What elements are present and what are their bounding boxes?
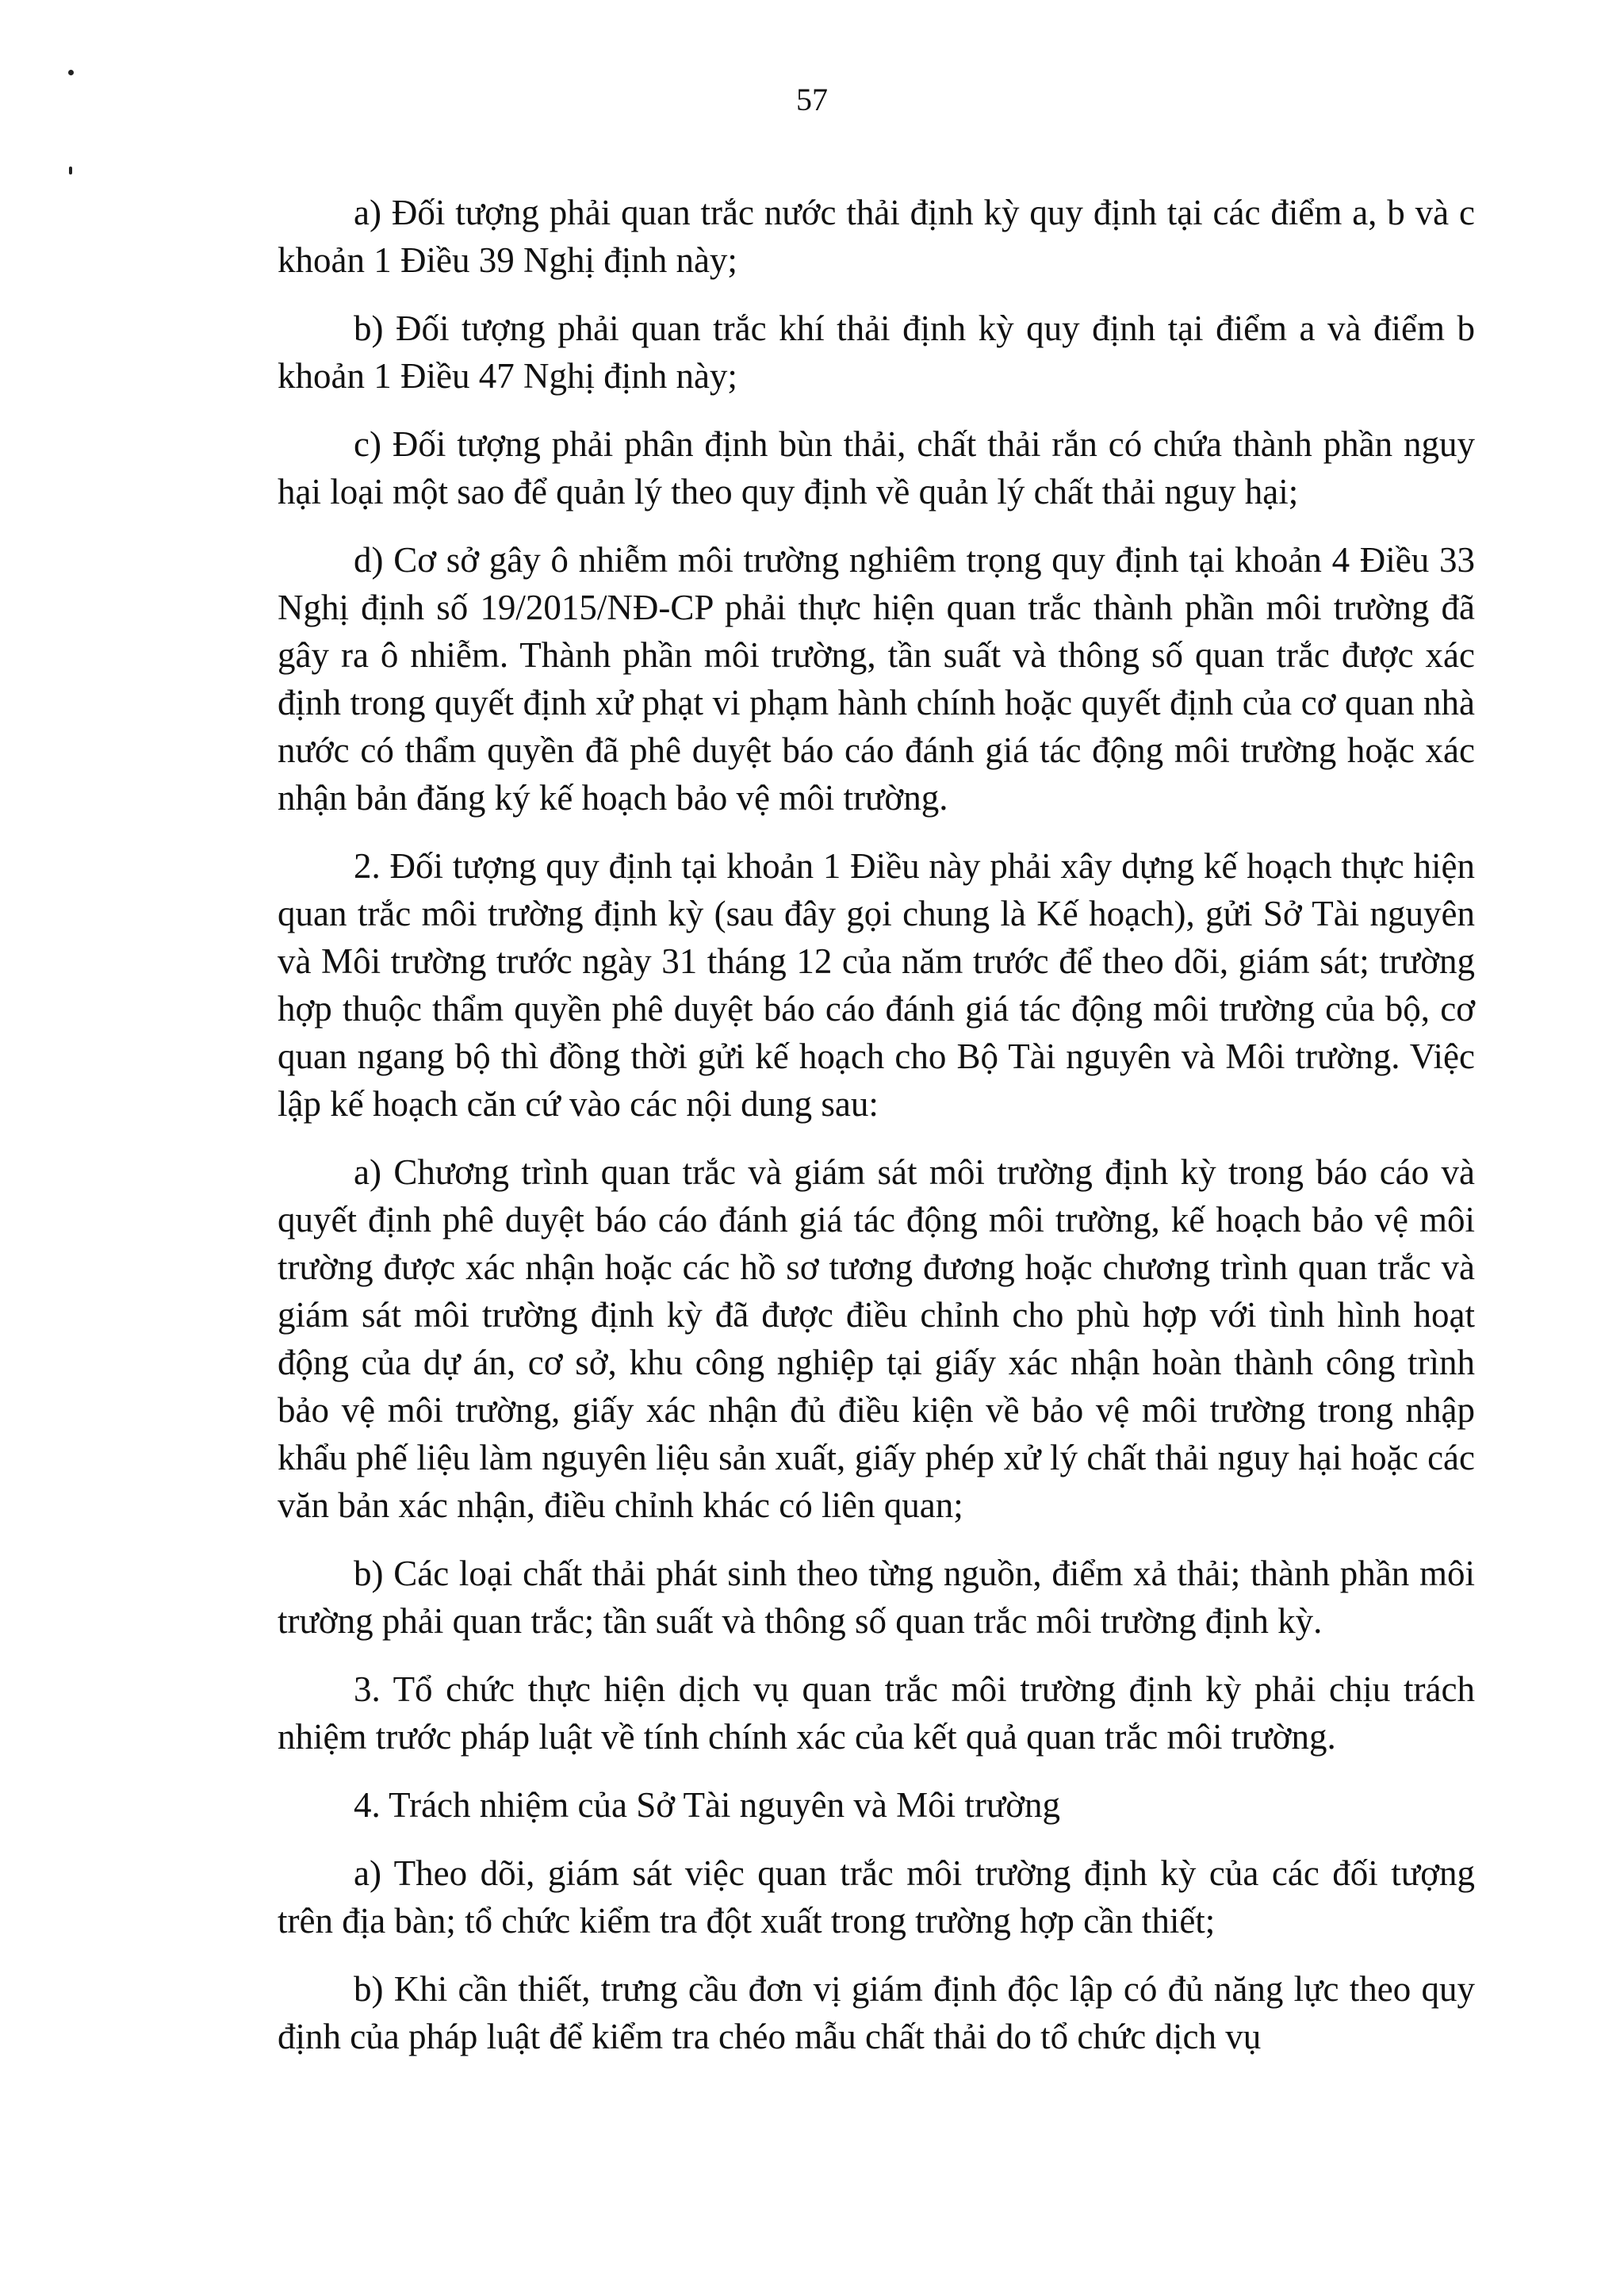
paragraph-2b: b) Các loại chất thải phát sinh theo từng nguồn, điểm xả thải; thành phần môi trường phải quan trắc; tần suất và thông số quan trắc môi trường định kỳ.: [278, 1554, 1475, 1641]
paragraph-1c: c) Đối tượng phải phân định bùn thải, chất thải rắn có chứa thành phần nguy hại loại một sao để quản lý theo quy định về quản lý chất thải nguy hại;: [278, 424, 1475, 512]
paragraph-1b: b) Đối tượng phải quan trắc khí thải định kỳ quy định tại điểm a và điểm b khoản 1 Điều 47 Nghị định này;: [278, 308, 1475, 396]
paragraph-4-heading: 4. Trách nhiệm của Sở Tài nguyên và Môi trường: [354, 1785, 1061, 1825]
paragraph-4b: b) Khi cần thiết, trưng cầu đơn vị giám định độc lập có đủ năng lực theo quy định của pháp luật để kiểm tra chéo mẫu chất thải do tổ chức dịch vụ: [278, 1969, 1475, 2056]
page-number: 57: [796, 82, 828, 117]
paragraph-2: 2. Đối tượng quy định tại khoản 1 Điều này phải xây dựng kế hoạch thực hiện quan trắc môi trường định kỳ (sau đây gọi chung là Kế hoạch), gửi Sở Tài nguyên và Môi trường trước ngày 31 tháng 12 của năm trước để theo dõi, giám sát; trường hợp thuộc thẩm quyền phê duyệt báo cáo đánh giá tác động môi trường của bộ, cơ quan ngang bộ thì đồng thời gửi kế hoạch cho Bộ Tài nguyên và Môi trường. Việc lập kế hoạch căn cứ vào các nội dung sau:: [278, 846, 1475, 1124]
scan-speck: [69, 167, 72, 174]
paragraph-1d: d) Cơ sở gây ô nhiễm môi trường nghiêm trọng quy định tại khoản 4 Điều 33 Nghị định số 19/2015/NĐ-CP phải thực hiện quan trắc thành phần môi trường đã gây ra ô nhiễm. Thành phần môi trường, tần suất và thông số quan trắc được xác định trong quyết định xử phạt vi phạm hành chính hoặc quyết định của cơ quan nhà nước có thẩm quyền đã phê duyệt báo cáo đánh giá tác động môi trường hoặc xác nhận bản đăng ký kế hoạch bảo vệ môi trường.: [278, 540, 1475, 818]
scan-speck: [68, 70, 74, 75]
document-body: [278, 189, 1475, 2081]
paragraph-4a: a) Theo dõi, giám sát việc quan trắc môi trường định kỳ của các đối tượng trên địa bàn; tổ chức kiểm tra đột xuất trong trường hợp cần thiết;: [278, 1853, 1475, 1941]
paragraph-3: 3. Tổ chức thực hiện dịch vụ quan trắc môi trường định kỳ phải chịu trách nhiệm trước pháp luật về tính chính xác của kết quả quan trắc môi trường.: [278, 1669, 1475, 1757]
paragraph-2a: a) Chương trình quan trắc và giám sát môi trường định kỳ trong báo cáo và quyết định phê duyệt báo cáo đánh giá tác động môi trường, kế hoạch bảo vệ môi trường được xác nhận hoặc các hồ sơ tương đương hoặc chương trình quan trắc và giám sát môi trường định kỳ đã được điều chỉnh cho phù hợp với tình hình hoạt động của dự án, cơ sở, khu công nghiệp tại giấy xác nhận hoàn thành công trình bảo vệ môi trường, giấy xác nhận đủ điều kiện về bảo vệ môi trường trong nhập khẩu phế liệu làm nguyên liệu sản xuất, giấy phép xử lý chất thải nguy hại hoặc các văn bản xác nhận, điều chỉnh khác có liên quan;: [278, 1152, 1475, 1525]
paragraph-1a: a) Đối tượng phải quan trắc nước thải định kỳ quy định tại các điểm a, b và c khoản 1 Điều 39 Nghị định này;: [278, 193, 1475, 280]
